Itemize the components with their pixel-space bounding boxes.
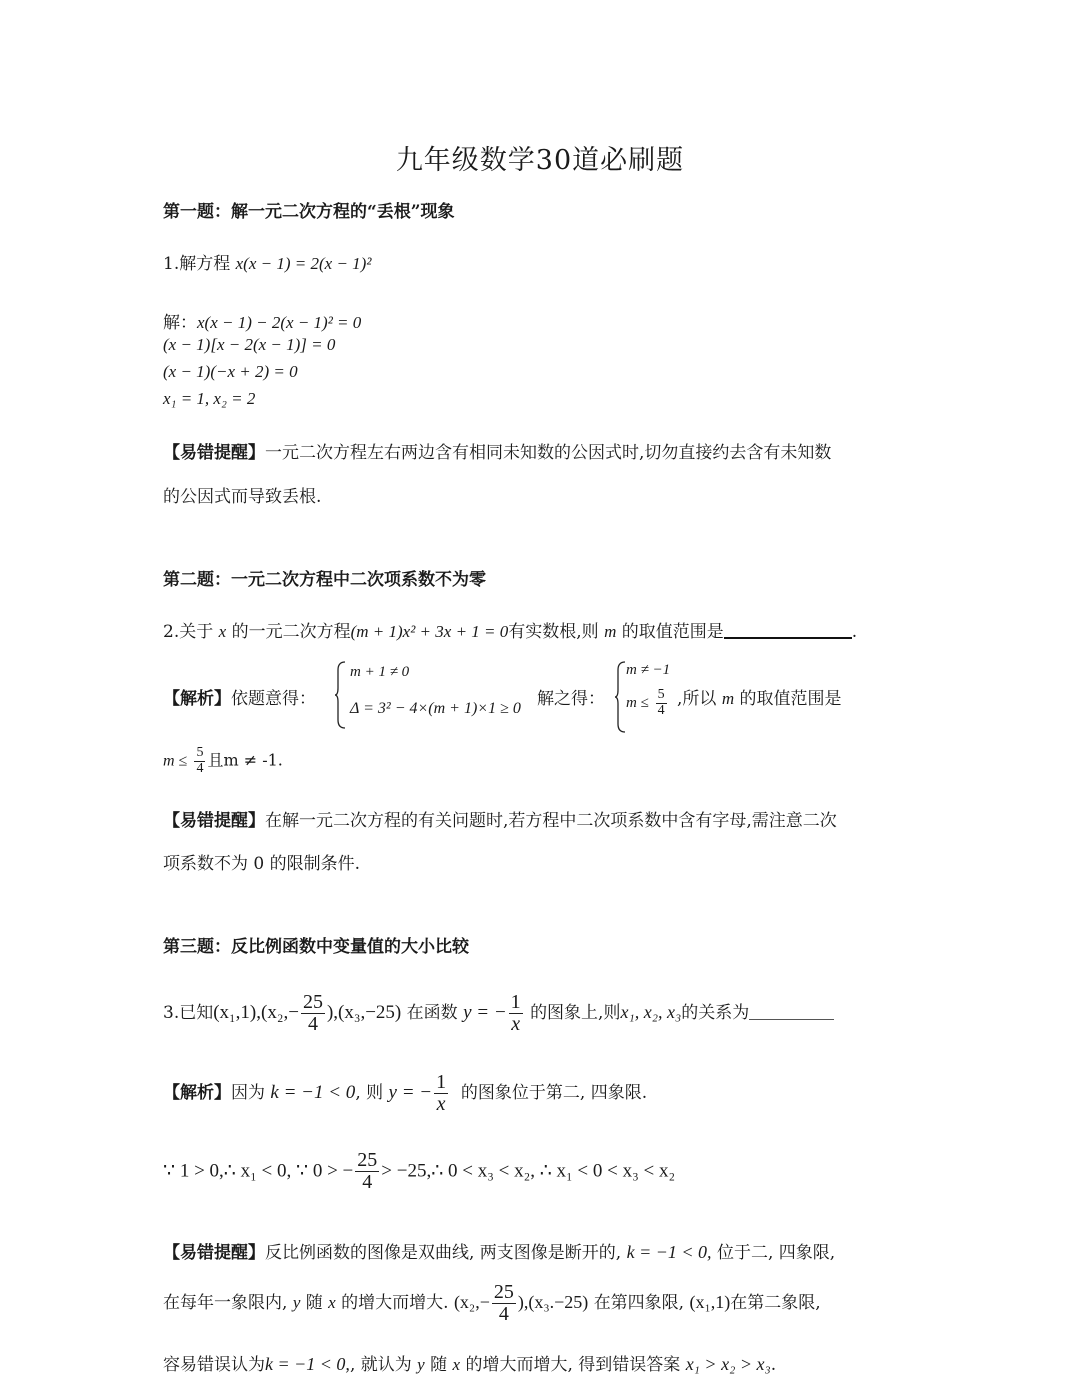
q1-tip-label: 【易错提醒】	[163, 443, 265, 463]
q2-system-2-line-2	[626, 688, 669, 718]
q3-tip-text-3b: , 就认为	[349, 1355, 412, 1375]
q3-problem-function: y = −	[463, 1002, 507, 1023]
q2-system-2-lhs: m ≤	[626, 695, 649, 712]
q2-analysis-text-d: 的取值范围是	[739, 689, 842, 709]
q3-tip-text-3c: 随	[430, 1355, 448, 1375]
q2-system-2	[614, 660, 684, 736]
fraction-denominator: 4	[196, 760, 204, 776]
q2-analysis-var-m: m	[721, 689, 735, 708]
q3-tip-end: .	[770, 1355, 777, 1375]
q2-problem-text-c: 有实数根,则	[508, 622, 599, 642]
q3-tip-line-2	[163, 1282, 821, 1325]
q3-problem-text-b: 在函数	[406, 1003, 458, 1023]
q3-tip-k-2: k = −1 < 0,	[265, 1354, 350, 1374]
q3-tip-text-3d: 的增大而增大, 得到错误答案	[465, 1355, 681, 1375]
q2-analysis-text-a: 依题意得：	[231, 689, 316, 709]
q1-problem-equation: x(x − 1) = 2(x − 1)²	[235, 254, 372, 273]
q3-problem-text-d: 的关系为	[681, 1003, 750, 1023]
q2-answer-line	[163, 746, 283, 776]
q3-since-line	[163, 1150, 675, 1193]
fraction-numerator: 25	[493, 1281, 514, 1303]
q1-solution-line-1	[163, 308, 361, 333]
q2-analysis-tail	[677, 684, 842, 709]
fraction-denominator: 4	[362, 1171, 373, 1193]
q3-tip-text-2e: 在第二象限,	[730, 1293, 821, 1313]
q3-problem-points-b: ),(x₃,−25)	[326, 1002, 402, 1023]
q2-problem-text-b: 的一元二次方程	[231, 622, 351, 642]
q1-tip-text-1: 一元二次方程左右两边含有相同未知数的公因式时,切勿直接约去含有未知数	[265, 443, 832, 463]
q3-problem-fraction	[301, 992, 325, 1035]
q3-tip-text-2d: 在第四象限,	[593, 1293, 685, 1313]
q2-problem-var-m: m	[604, 622, 617, 641]
fraction-numerator: 1	[436, 1071, 447, 1093]
fraction-denominator: 4	[307, 1013, 318, 1035]
q3-since-text-a: ∵ 1 > 0,∴ x₁ < 0, ∵ 0 > −	[163, 1160, 354, 1182]
q2-system-2-fraction	[656, 688, 667, 718]
q3-problem-vars: x₁, x₂, x₃	[620, 1002, 682, 1022]
q3-tip-point-2: (x₂,−	[453, 1292, 490, 1312]
q2-problem-var-x: x	[218, 622, 227, 641]
q3-tip-text-2c: 的增大而增大.	[341, 1293, 449, 1313]
q2-analysis-text-c: ,所以	[677, 689, 717, 709]
q3-tip-var-y: y	[292, 1293, 301, 1312]
q3-analysis-fraction	[434, 1072, 448, 1115]
q3-answer-blank	[749, 1003, 834, 1020]
fraction-numerator: 1	[510, 991, 521, 1013]
q1-solution-eq-4: x₁ = 1, x₂ = 2	[163, 389, 256, 408]
q2-answer-rhs: 且m ≠ -1.	[207, 750, 283, 770]
q3-problem-points-a: (x₁,1),(x₂,−	[213, 1002, 299, 1023]
q3-since-fraction	[355, 1150, 379, 1193]
q3-analysis-text-c: 的图象位于第二, 四象限.	[460, 1083, 648, 1103]
fraction-denominator: 4	[657, 702, 665, 718]
q2-system-1	[334, 660, 549, 732]
q3-analysis-text-b: , 则	[355, 1083, 384, 1103]
q2-system-1-line-2: Δ = 3² − 4×(m + 1)×1 ≥ 0	[350, 700, 521, 717]
q2-problem-text-d: 的取值范围是	[621, 622, 724, 642]
q3-tip-var-y-2: y	[417, 1355, 425, 1374]
q2-tip-text-1: 在解一元二次方程的有关问题时,若方程中二次项系数中含有字母,需注意二次	[265, 811, 837, 831]
fraction-denominator: x	[511, 1013, 521, 1035]
q1-heading: 第一题：解一元二次方程的“丢根”现象	[163, 202, 455, 222]
q3-tip-var-x: x	[328, 1293, 336, 1312]
fraction-numerator: 5	[196, 745, 204, 760]
q1-problem	[163, 249, 371, 274]
q2-answer-lhs: m ≤	[163, 752, 188, 770]
q2-heading: 第二题：一元二次方程中二次项系数不为零	[163, 570, 486, 590]
q2-tip-label: 【易错提醒】	[163, 811, 265, 831]
q2-problem-end: .	[851, 622, 858, 642]
q1-solution-eq-2: (x − 1)[x − 2(x − 1)] = 0	[163, 335, 336, 354]
q3-analysis-text-a: 因为	[231, 1083, 265, 1103]
q2-analysis-intro	[163, 684, 316, 709]
q3-tip-point-3: ),(x₃.−25)	[517, 1292, 589, 1312]
q2-problem-equation: (m + 1)x² + 3x + 1 = 0	[350, 622, 509, 641]
q3-since-text-b: > −25,∴ 0 < x₃ < x₂, ∴ x₁ < 0 < x₃ < x₂	[381, 1160, 676, 1182]
q3-problem-function-fraction	[509, 992, 523, 1035]
left-brace-icon	[334, 660, 348, 730]
q3-tip-text-1a: 反比例函数的图像是双曲线, 两支图像是断开的,	[265, 1243, 622, 1263]
q3-heading: 第三题：反比例函数中变量值的大小比较	[163, 937, 469, 957]
q1-solution-eq-1: x(x − 1) − 2(x − 1)² = 0	[197, 313, 362, 332]
fraction-numerator: 5	[657, 687, 665, 702]
q2-system-1-line-1: m + 1 ≠ 0	[350, 664, 410, 680]
q2-analysis-text-b: 解之得：	[537, 689, 605, 709]
q3-analysis	[163, 1072, 647, 1115]
q2-tip-line-2: 项系数不为 0 的限制条件.	[163, 854, 361, 874]
q3-tip-line-3	[163, 1350, 776, 1375]
q2-problem	[163, 617, 857, 642]
q3-tip-line-1	[163, 1238, 835, 1263]
q3-analysis-function: y = −	[388, 1082, 433, 1103]
q1-problem-prefix: 1.解方程	[163, 254, 231, 274]
q2-system-2-line-1: m ≠ −1	[626, 662, 671, 678]
fraction-denominator: x	[436, 1093, 446, 1115]
q1-solution-eq-3: (x − 1)(−x + 2) = 0	[163, 362, 298, 381]
q3-tip-fraction	[492, 1282, 516, 1325]
fraction-denominator: 4	[498, 1303, 509, 1325]
q2-answer-blank	[724, 621, 852, 639]
q3-tip-wrong-answer: x₁ > x₂ > x₃	[685, 1354, 771, 1374]
q1-tip-line-1	[163, 438, 831, 463]
page-title: 九年级数学30道必刷题	[395, 145, 685, 176]
q2-problem-text-a: 2.关于	[163, 622, 214, 642]
q3-analysis-label: 【解析】	[163, 1083, 231, 1103]
q3-tip-point-1: (x₁,1)	[689, 1292, 731, 1312]
q3-analysis-k: k = −1 < 0	[270, 1082, 356, 1103]
q3-problem-text-c: 的图象上,则	[530, 1003, 621, 1023]
q2-analysis-label: 【解析】	[163, 689, 231, 709]
q3-problem	[163, 992, 834, 1035]
q3-tip-text-1b: 位于二, 四象限,	[716, 1243, 836, 1263]
q2-answer-fraction	[194, 746, 205, 776]
q3-tip-text-3a: 容易错误认为	[163, 1355, 265, 1375]
fraction-numerator: 25	[302, 991, 323, 1013]
q3-tip-text-2b: 随	[305, 1293, 323, 1313]
q1-tip-line-2: 的公因式而导致丢根.	[163, 487, 322, 507]
q1-solution-label: 解：	[163, 313, 197, 333]
q3-tip-var-x-2: x	[452, 1355, 461, 1374]
q3-tip-label: 【易错提醒】	[163, 1243, 265, 1263]
fraction-numerator: 25	[357, 1149, 378, 1171]
q3-problem-text-a: 3.已知	[163, 1003, 214, 1023]
q3-tip-k: k = −1 < 0,	[626, 1242, 712, 1262]
q2-tip-line-1	[163, 806, 837, 831]
q3-tip-text-2a: 在每年一象限内,	[163, 1293, 288, 1313]
